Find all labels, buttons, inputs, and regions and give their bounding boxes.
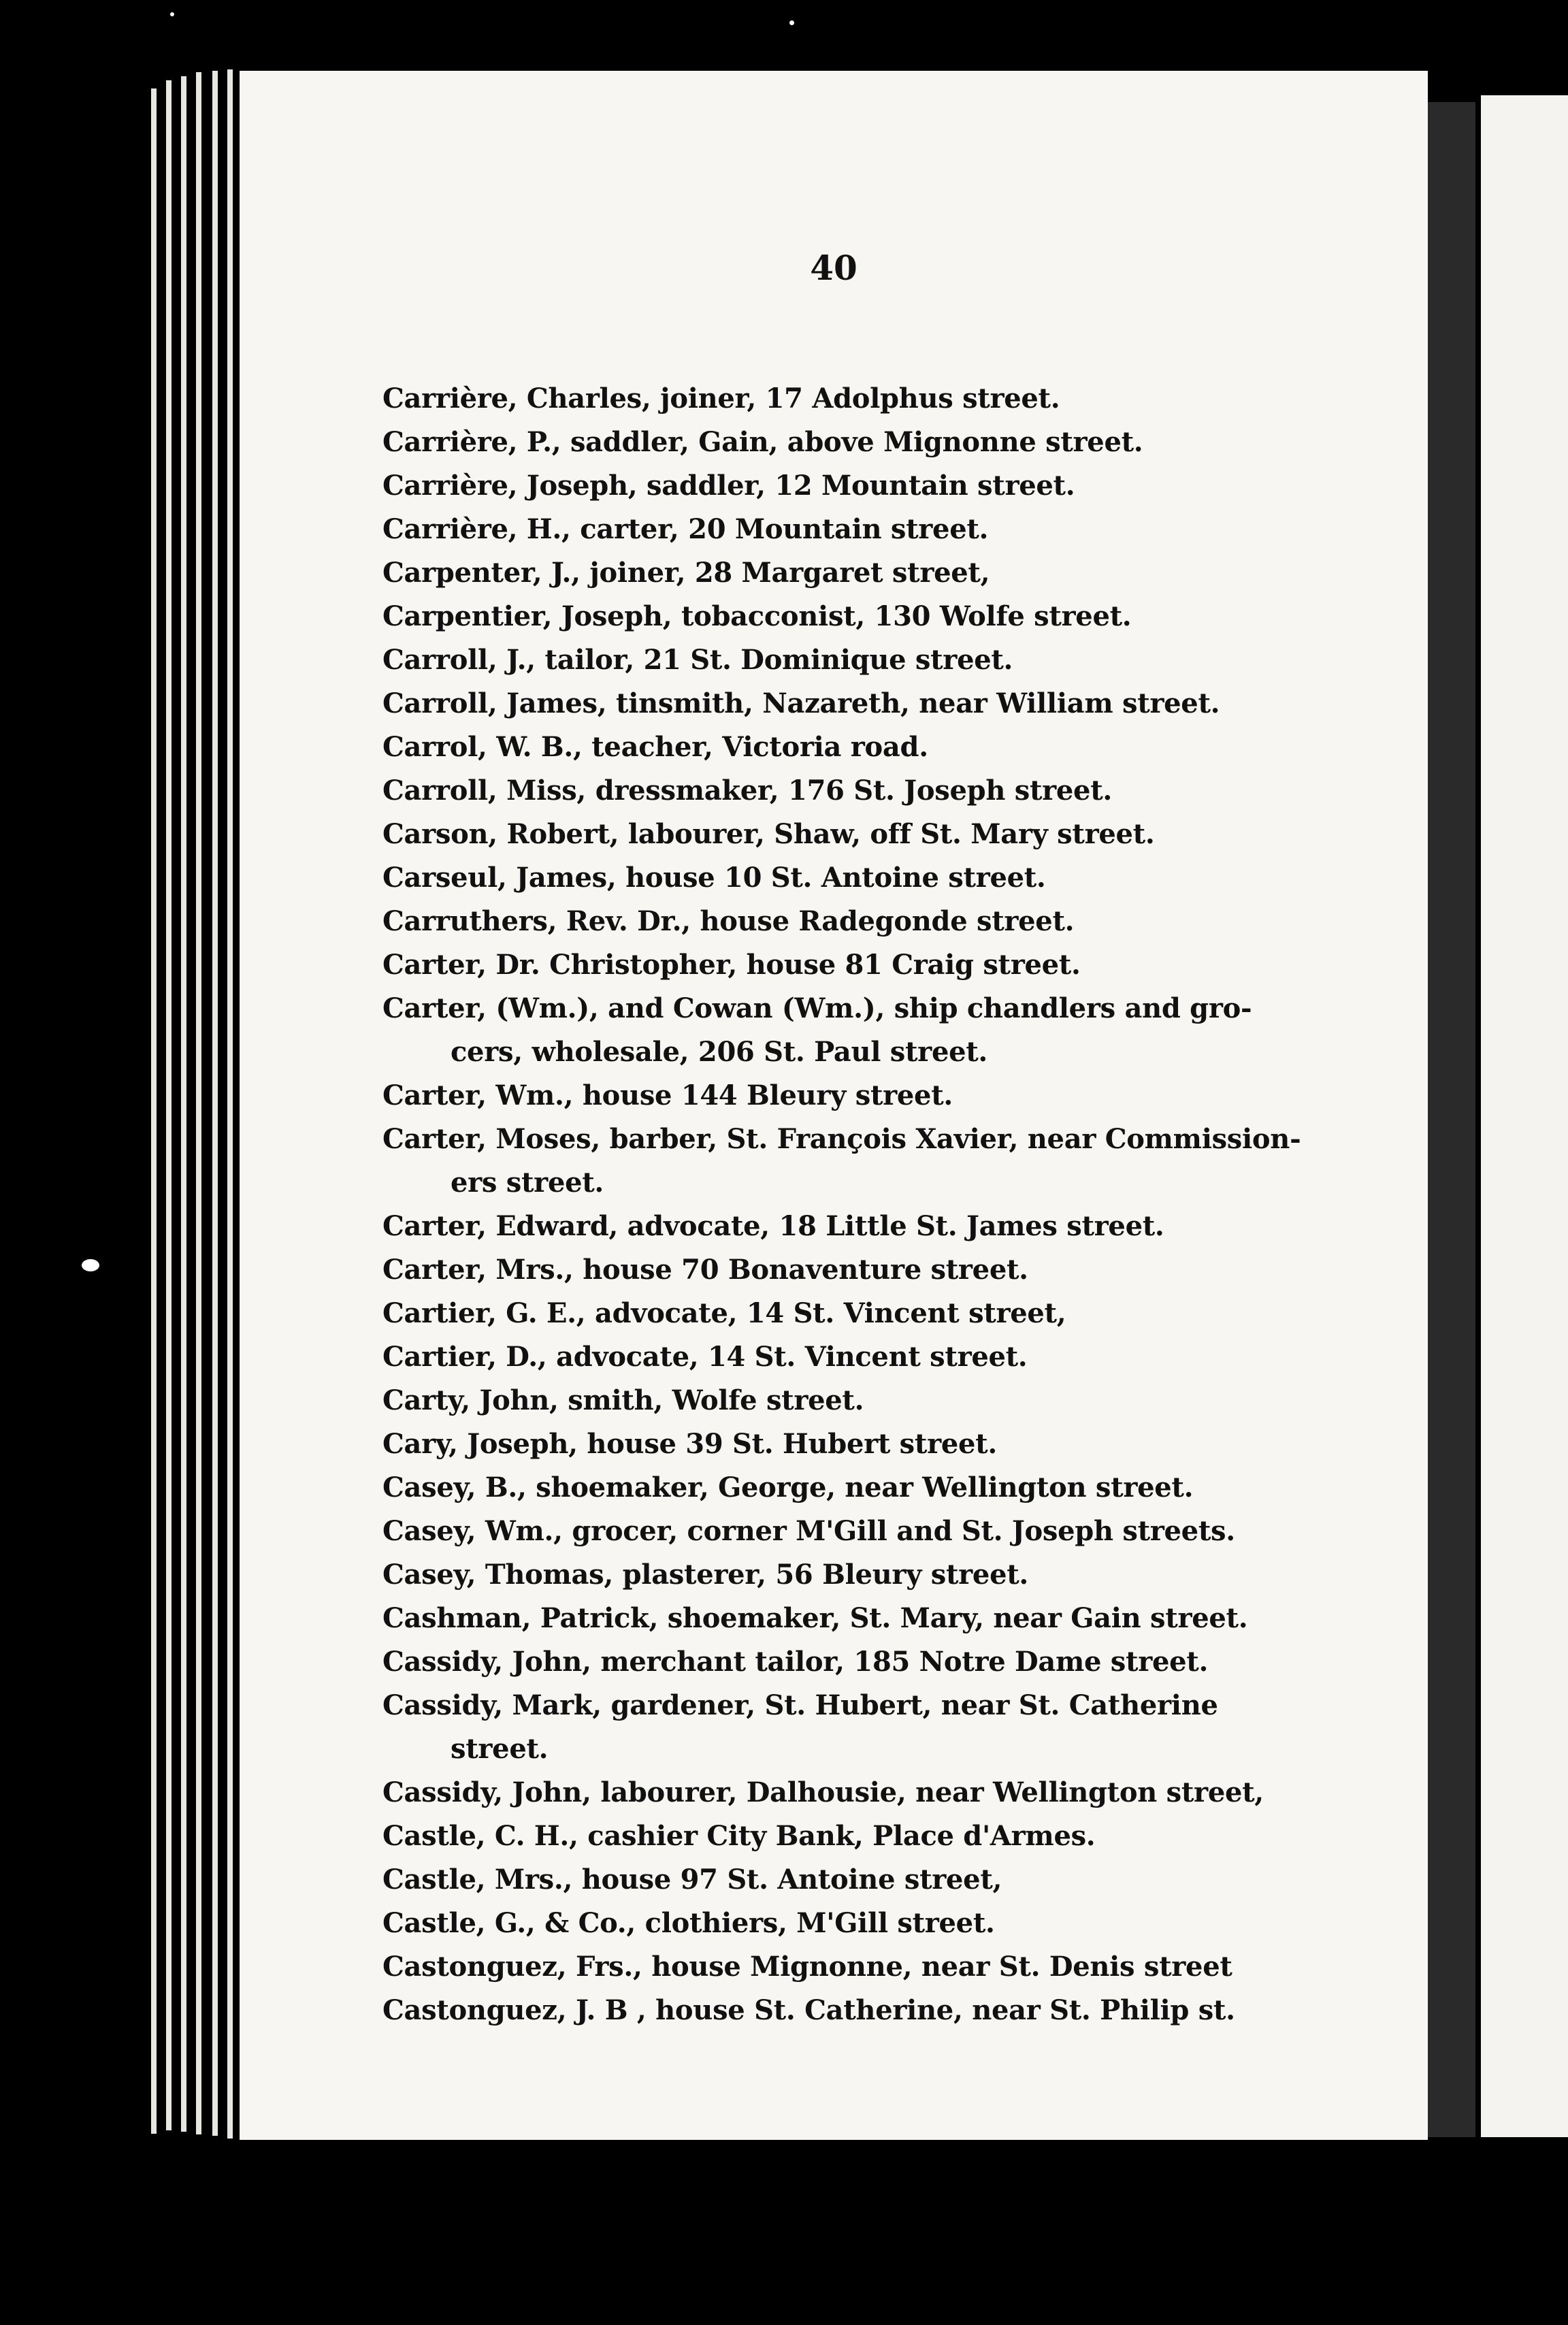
entry-line: Castle, C. H., cashier City Bank, Place d'Armes. — [382, 1820, 1096, 1852]
directory-entry — [382, 1684, 1417, 1771]
entry-line: Castonguez, Frs., house Mignonne, near St. Denis street — [382, 1951, 1232, 1983]
directory-entry — [382, 1902, 1417, 1945]
directory-entry — [382, 1074, 1417, 1118]
entry-line: Castonguez, J. B , house St. Catherine, near St. Philip st. — [382, 1994, 1235, 2026]
entry-line: Cassidy, John, labourer, Dalhousie, near Wellington street, — [382, 1776, 1264, 1808]
page-number: 40 — [810, 248, 858, 288]
entry-line: Castle, Mrs., house 97 St. Antoine street, — [382, 1864, 1002, 1896]
directory-entry — [382, 464, 1417, 508]
entry-line: Cartier, G. E., advocate, 14 St. Vincent street, — [382, 1297, 1066, 1329]
entry-line: Cassidy, Mark, gardener, St. Hubert, near St. Catherine — [382, 1689, 1218, 1721]
entry-line: Carrière, Joseph, saddler, 12 Mountain street. — [382, 470, 1075, 502]
entry-line: Carpenter, J., joiner, 28 Margaret street, — [382, 557, 990, 589]
entry-line: Carpentier, Joseph, tobacconist, 130 Wolfe street. — [382, 600, 1132, 632]
entry-line: Carroll, James, tinsmith, Nazareth, near William street. — [382, 687, 1220, 719]
page-edge — [181, 76, 186, 2132]
entry-line: Carrière, H., carter, 20 Mountain street. — [382, 513, 989, 545]
directory-entry — [382, 638, 1417, 682]
directory-entry — [382, 813, 1417, 856]
speck — [789, 20, 794, 25]
entry-line: Carson, Robert, labourer, Shaw, off St. Mary street. — [382, 818, 1155, 850]
directory-entry — [382, 1989, 1417, 2032]
page-edge — [166, 80, 172, 2130]
binding-shadow — [1428, 102, 1475, 2137]
directory-entry — [382, 987, 1417, 1074]
page-edge — [212, 71, 218, 2136]
facing-page-edge — [1481, 95, 1568, 2137]
entry-continuation: ers street. — [451, 1167, 604, 1199]
entry-line: Carroll, J., tailor, 21 St. Dominique street. — [382, 644, 1013, 676]
directory-entry — [382, 943, 1417, 987]
speck — [170, 12, 174, 16]
entry-line: Castle, G., & Co., clothiers, M'Gill street. — [382, 1907, 995, 1939]
directory-entries — [382, 377, 1417, 2032]
directory-entry — [382, 1335, 1417, 1379]
directory-entry — [382, 377, 1417, 421]
directory-entry — [382, 900, 1417, 943]
entry-line: Carrol, W. B., teacher, Victoria road. — [382, 731, 928, 763]
entry-line: Carter, Moses, barber, St. François Xavier, near Commission- — [382, 1123, 1301, 1155]
directory-entry — [382, 1858, 1417, 1902]
entry-line: Carter, Edward, advocate, 18 Little St. James street. — [382, 1210, 1164, 1242]
directory-entry — [382, 1248, 1417, 1292]
directory-entry — [382, 1945, 1417, 1989]
book-page — [240, 71, 1428, 2140]
directory-entry — [382, 1292, 1417, 1335]
entry-line: Cartier, D., advocate, 14 St. Vincent street. — [382, 1341, 1028, 1373]
directory-entry — [382, 1510, 1417, 1553]
entry-line: Carseul, James, house 10 St. Antoine street. — [382, 862, 1046, 894]
entry-line: Casey, Wm., grocer, corner M'Gill and St. Joseph streets. — [382, 1515, 1235, 1547]
directory-entry — [382, 1771, 1417, 1815]
directory-entry — [382, 856, 1417, 900]
entry-continuation: cers, wholesale, 206 St. Paul street. — [451, 1036, 988, 1068]
directory-entry — [382, 1118, 1417, 1205]
directory-entry — [382, 551, 1417, 595]
directory-entry — [382, 595, 1417, 638]
entry-line: Casey, Thomas, plasterer, 56 Bleury street. — [382, 1559, 1029, 1591]
directory-entry — [382, 726, 1417, 769]
directory-entry — [382, 682, 1417, 726]
entry-line: Casey, B., shoemaker, George, near Wellington street. — [382, 1472, 1194, 1503]
page-edge — [196, 72, 201, 2134]
entry-line: Carty, John, smith, Wolfe street. — [382, 1384, 864, 1416]
directory-entry — [382, 1422, 1417, 1466]
entry-continuation: street. — [451, 1733, 549, 1765]
entry-line: Carter, Mrs., house 70 Bonaventure street. — [382, 1254, 1028, 1286]
entry-line: Carter, Wm., house 144 Bleury street. — [382, 1079, 953, 1111]
entry-line: Carroll, Miss, dressmaker, 176 St. Joseph street. — [382, 775, 1112, 807]
directory-entry — [382, 1815, 1417, 1858]
directory-entry — [382, 1553, 1417, 1597]
entry-line: Carrière, P., saddler, Gain, above Mignonne street. — [382, 426, 1143, 458]
directory-entry — [382, 1640, 1417, 1684]
directory-entry — [382, 1466, 1417, 1510]
directory-entry — [382, 1597, 1417, 1640]
entry-line: Carrière, Charles, joiner, 17 Adolphus street. — [382, 383, 1060, 414]
directory-entry — [382, 508, 1417, 551]
directory-entry — [382, 1205, 1417, 1248]
entry-line: Carruthers, Rev. Dr., house Radegonde street. — [382, 905, 1075, 937]
entry-line: Cashman, Patrick, shoemaker, St. Mary, near Gain street. — [382, 1602, 1248, 1634]
entry-line: Cassidy, John, merchant tailor, 185 Notre Dame street. — [382, 1646, 1209, 1678]
directory-entry — [382, 769, 1417, 813]
page-edge — [151, 88, 157, 2134]
entry-line: Cary, Joseph, house 39 St. Hubert street. — [382, 1428, 997, 1460]
page-edge — [227, 69, 233, 2139]
entry-line: Carter, (Wm.), and Cowan (Wm.), ship chandlers and gro- — [382, 992, 1252, 1024]
entry-line: Carter, Dr. Christopher, house 81 Craig street. — [382, 949, 1081, 981]
speck — [82, 1259, 99, 1271]
directory-entry — [382, 421, 1417, 464]
directory-entry — [382, 1379, 1417, 1422]
